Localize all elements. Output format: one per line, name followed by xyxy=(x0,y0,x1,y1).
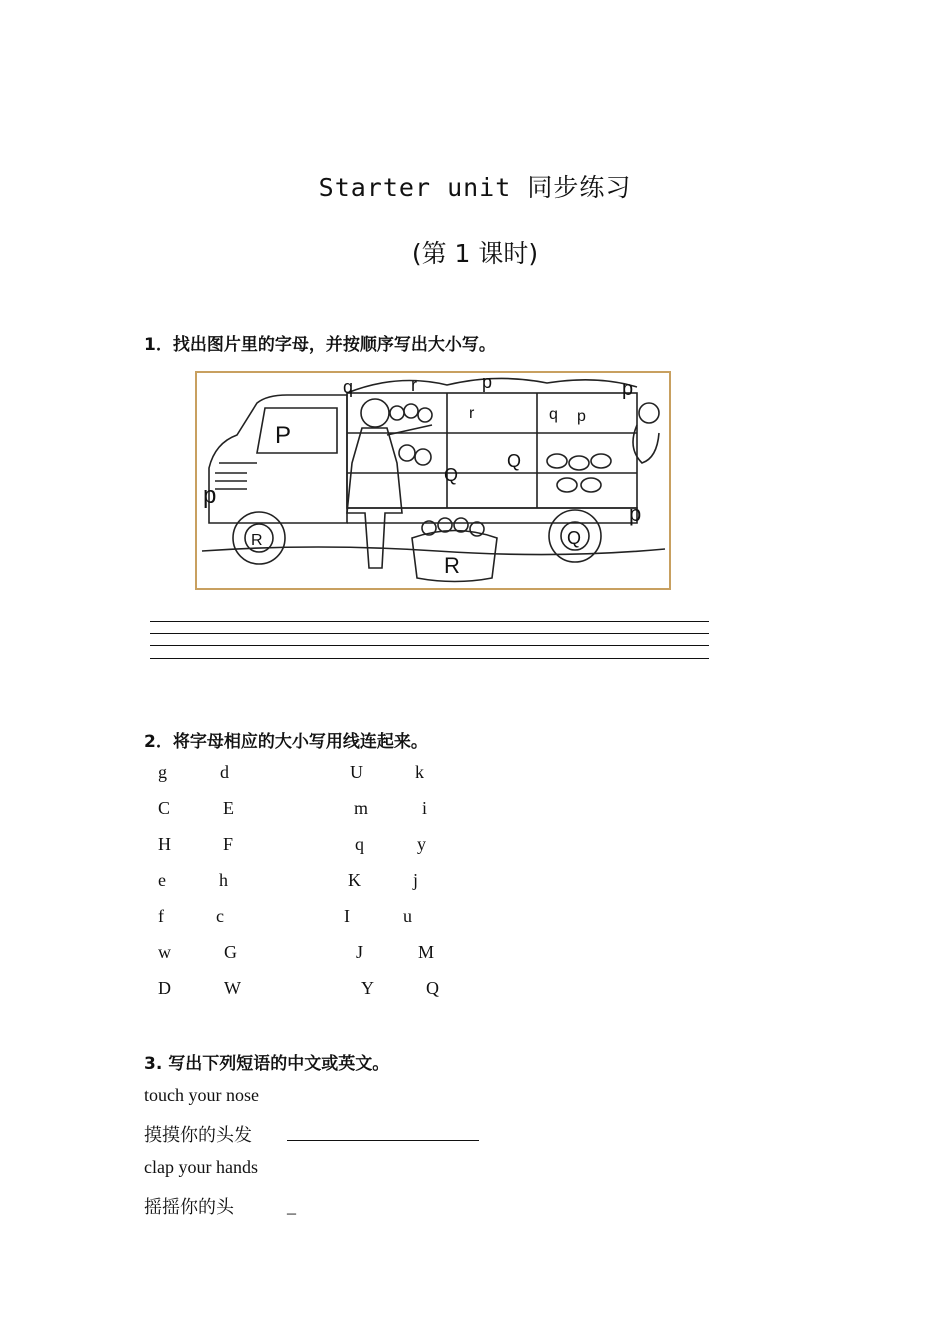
question-3-heading: 3. 写出下列短语的中文或英文。 xyxy=(144,1054,390,1074)
letter-right-2: u xyxy=(403,906,412,926)
picture-letter: p xyxy=(577,408,586,425)
question-2-heading: 2．将字母相应的大小写用线连起来。 xyxy=(144,732,428,752)
letter-right-2: M xyxy=(418,942,435,962)
letter-right-1: q xyxy=(355,834,364,854)
letter-right-2: y xyxy=(417,834,426,854)
picture-letter: p xyxy=(203,482,217,509)
letter-right-2: k xyxy=(415,762,424,782)
letter-right-1: U xyxy=(350,762,363,782)
writing-line[interactable] xyxy=(150,658,709,659)
letter-right-1: Y xyxy=(361,978,374,998)
phrase-chinese: 摇摇你的头 xyxy=(144,1197,234,1217)
picture-letter: p xyxy=(622,378,634,400)
writing-line[interactable] xyxy=(150,633,709,634)
phrase-english: clap your hands xyxy=(144,1157,258,1177)
letter-right-1: m xyxy=(354,798,369,818)
picture-letter: Q xyxy=(567,528,582,548)
letter-left-2: d xyxy=(220,762,229,782)
letter-left-2: c xyxy=(216,906,224,926)
picture-letter: r xyxy=(469,405,475,422)
picture-letter: q xyxy=(343,377,354,397)
letter-left-2: E xyxy=(223,798,234,818)
picture-letter: P xyxy=(275,422,292,449)
letter-left-1: e xyxy=(158,870,166,890)
letter-left-1: f xyxy=(158,906,164,926)
page-subtitle: (第 1 课时) xyxy=(411,239,539,268)
picture-letter: p xyxy=(629,501,642,526)
letter-left-1: D xyxy=(158,978,171,998)
picture-letter: p xyxy=(482,373,493,392)
letter-right-2: i xyxy=(422,798,428,818)
letter-left-1: g xyxy=(158,762,167,782)
letter-right-2: j xyxy=(413,870,419,890)
writing-line[interactable] xyxy=(150,645,709,646)
letter-right-1: J xyxy=(356,942,364,962)
letter-left-2: F xyxy=(223,834,234,854)
truck-illustration xyxy=(195,371,671,590)
letter-right-1: K xyxy=(348,870,361,890)
letter-right-2: Q xyxy=(426,978,439,998)
letter-left-1: C xyxy=(158,798,171,818)
phrase-chinese: 摸摸你的头发 xyxy=(144,1125,252,1145)
answer-blank-mark[interactable]: _ xyxy=(287,1196,296,1216)
letter-left-2: G xyxy=(224,942,237,962)
answer-blank[interactable] xyxy=(287,1140,479,1141)
question-1-heading: 1．找出图片里的字母，并按顺序写出大小写。 xyxy=(144,335,496,355)
letter-left-2: W xyxy=(224,978,241,998)
truck-drawing xyxy=(197,373,669,588)
letter-left-2: h xyxy=(219,870,228,890)
writing-line[interactable] xyxy=(150,621,709,622)
page-title: Starter unit 同步练习 xyxy=(318,173,632,202)
picture-letter: Q xyxy=(507,451,522,471)
picture-letter: R xyxy=(444,553,460,578)
picture-letter: R xyxy=(251,532,263,549)
picture-letter: q xyxy=(549,406,558,423)
letter-left-1: H xyxy=(158,834,171,854)
letter-right-1: I xyxy=(344,906,350,926)
phrase-english: touch your nose xyxy=(144,1085,259,1105)
picture-letter: Q xyxy=(444,465,459,485)
picture-letter: r xyxy=(411,375,417,395)
letter-left-1: w xyxy=(158,942,171,962)
